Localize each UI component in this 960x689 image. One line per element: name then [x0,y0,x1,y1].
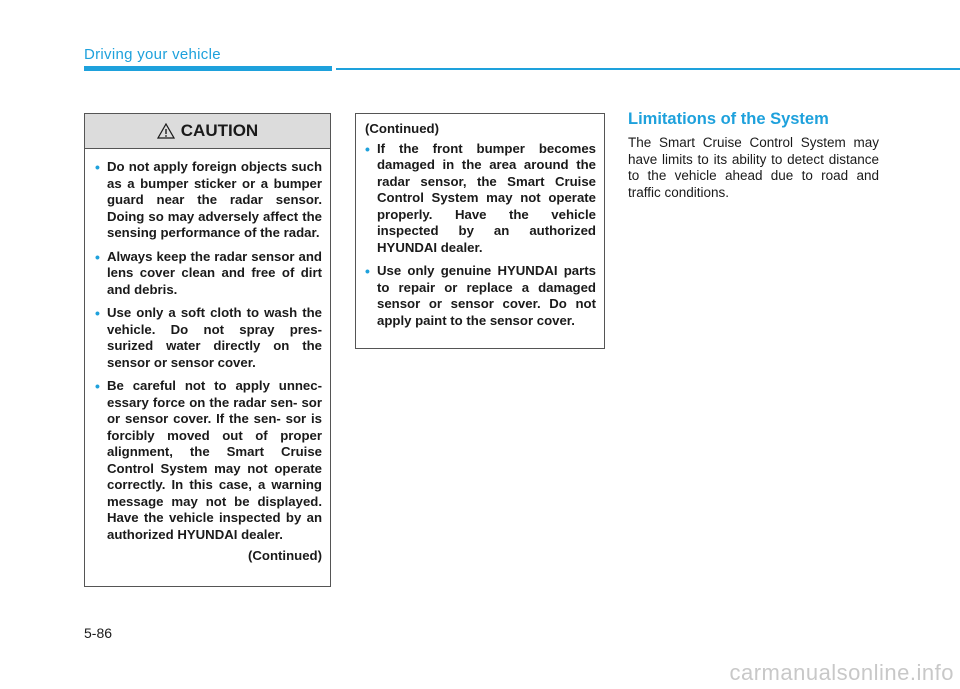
list-item: • Use only genuine HYUNDAI parts to repair or replace a damaged sensor or sensor cover. Do not apply paint to the sensor cover. [365,263,596,328]
section-title: Limitations of the System [628,110,829,128]
caution-body [85,149,330,563]
header-accent-bar [84,66,332,71]
caution-label: CAUTION [180,121,259,140]
warning-triangle-icon [157,123,175,139]
caution-list [95,159,322,543]
bullet-icon: • [95,248,100,265]
caution-box [84,113,331,587]
list-item: • If the front bumper becomes damaged in the area around the radar sensor, the Smart Cruise Control System may not operate properly. Have the vehicle inspected by an authorized HYUNDAI dealer. [365,140,596,255]
section-body: The Smart Cruise Control System may have limits to its ability to detect distance to the vehicle ahead due to road and traffic conditions. [628,135,879,200]
caution-header [85,114,330,149]
continued-top-label: (Continued) [365,121,439,136]
continued-label: (Continued) [248,548,322,563]
list-item: • Do not apply foreign objects such as a bumper sticker or a bumper guard near the radar sensor. Doing so may adversely affect the sensing performance of the radar. [95,159,322,240]
bullet-icon: • [95,159,100,175]
bullet-icon: • [95,378,100,394]
bullet-icon: • [365,140,370,157]
list-item: • Use only a soft cloth to wash the vehicle. Do not spray pres- surized water directly on the sensor or sensor cover. [95,305,322,370]
header-title: Driving your vehicle [84,46,221,63]
header-rule [336,68,960,70]
continued-caution-box [355,113,605,349]
list-item: • Always keep the radar sensor and lens cover clean and free of dirt and debris. [95,248,322,297]
watermark-link[interactable]: carmanualsonline.info [729,660,954,685]
page-number: 5-86 [84,625,113,641]
continued-list [365,141,596,330]
bullet-icon: • [95,305,100,321]
list-item: • Be careful not to apply unnec- essary force on the radar sen- sor or sensor cover. If the sen- sor is forcibly moved out of proper alignment, the Smart Cruise Control System may not operate correctly. In this case, a warning message may not be displayed. Have the vehicle inspected by an authorized HYUNDAI dealer. [95,378,322,542]
bullet-icon: • [365,263,370,279]
